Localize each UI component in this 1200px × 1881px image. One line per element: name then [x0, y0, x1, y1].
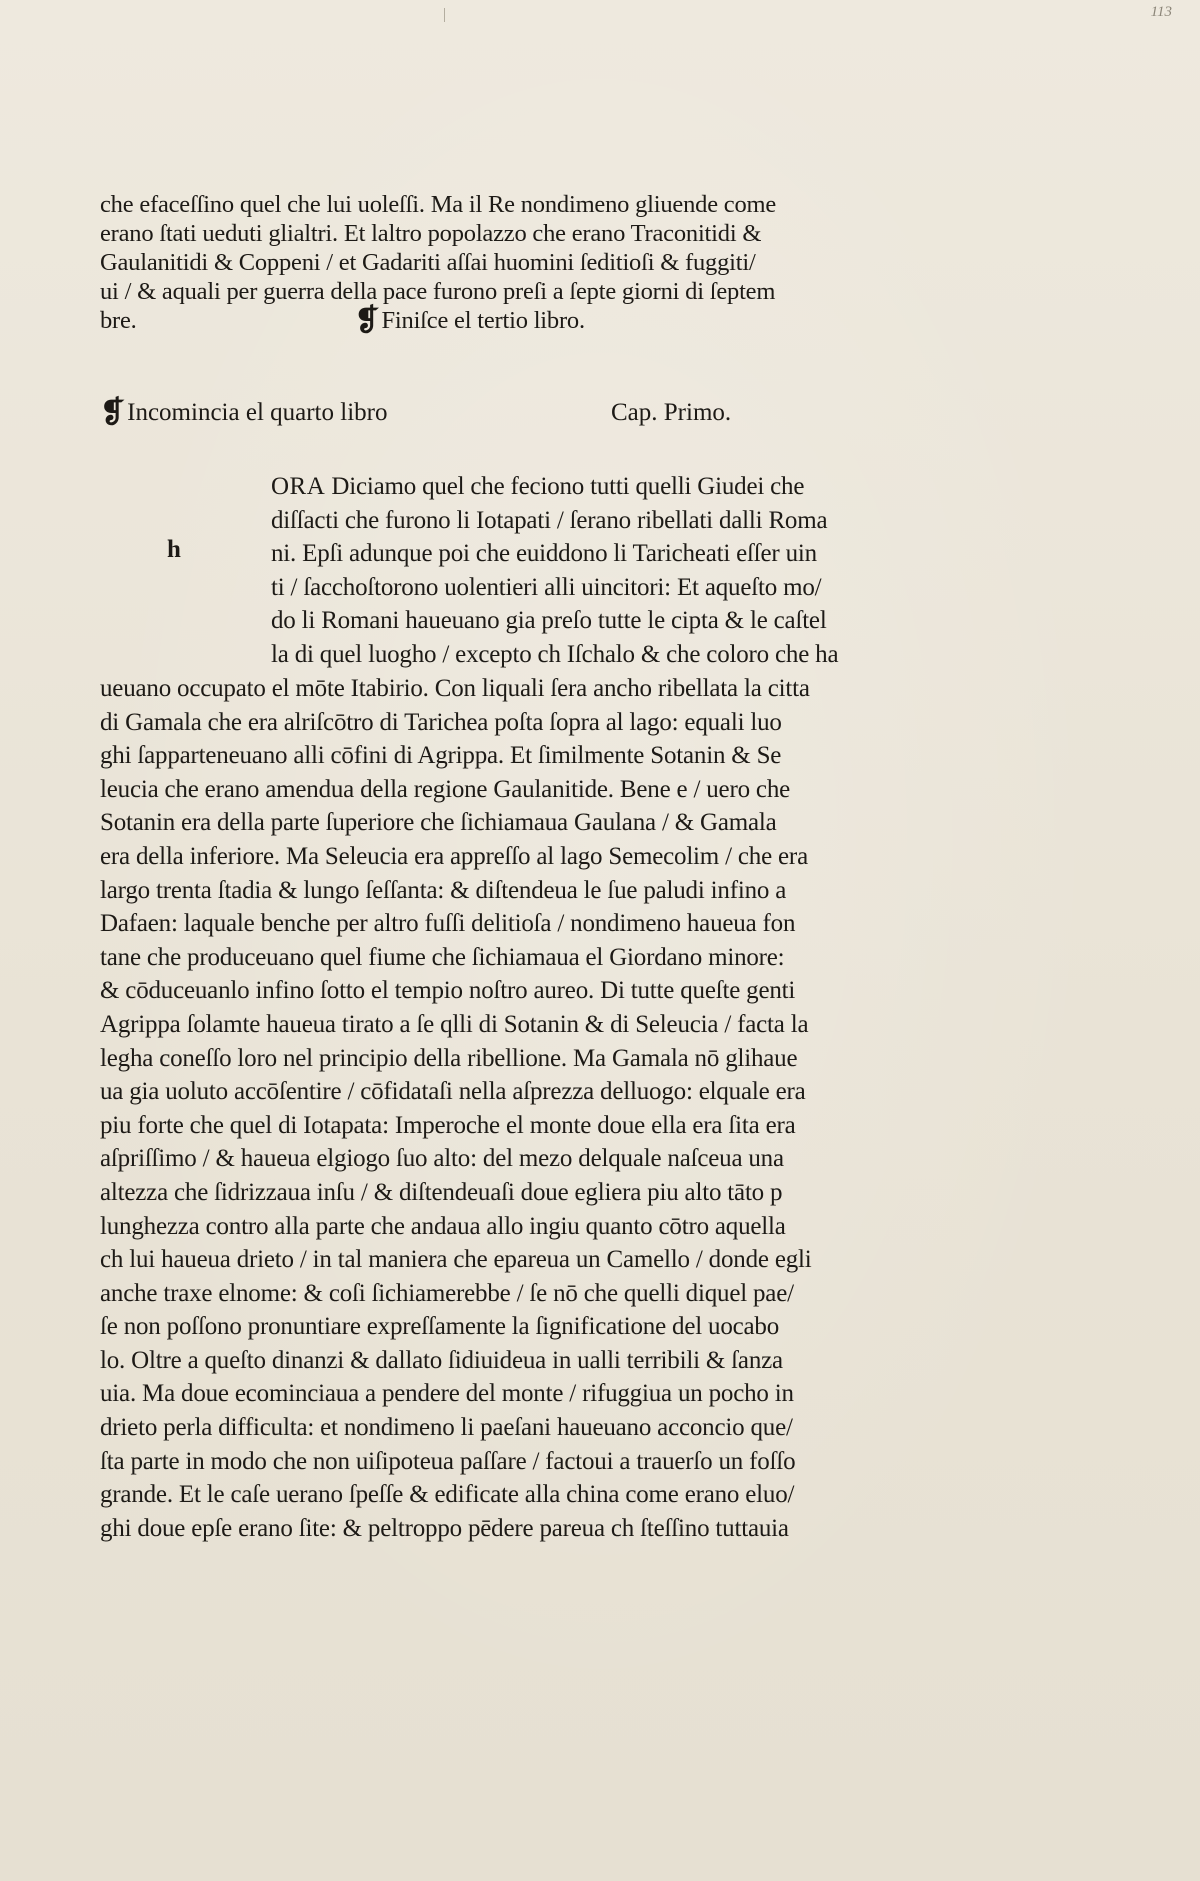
book3-ending: [100, 190, 945, 335]
book4-heading: [100, 396, 800, 430]
text-line: leucia che erano amendua della regione Gaulanitide. Bene e / uero che: [100, 775, 791, 803]
text-line: ua gia uoluto accōſentire / cōfidataſi nella aſprezza delluogo: elquale era: [100, 1078, 806, 1106]
text-line: largo trenta ſtadia & lungo ſeſſanta: & diſtendeua le ſue paludi infino a: [100, 876, 787, 904]
folio-number: 113: [1150, 4, 1172, 20]
book4-opening: [271, 470, 951, 672]
text-line: ti / ſacchoſtorono uolentieri alli uincitori: Et aqueſto mo/: [271, 573, 822, 601]
text-line: grande. Et le caſe uerano ſpeſſe & edificate alla china come erano eluo/: [100, 1481, 795, 1509]
text-line: ch lui haueua drieto / in tal maniera che epareua un Camello / donde egli: [100, 1246, 812, 1274]
text-line: ſta parte in modo che non uiſipoteua paſſare / factoui a trauerſo un foſſo: [100, 1447, 796, 1475]
text-line: ni. Epſi adunque poi che euiddono li Taricheati eſſer uin: [271, 540, 817, 568]
text-line: do li Romani haueuano gia preſo tutte le cipta & le caſtel: [271, 607, 827, 635]
book4-title-text: Incomincia el quarto libro: [127, 399, 388, 426]
book3-explicit: [355, 306, 585, 335]
text-line: ghi doue epſe erano ſite: & peltroppo pēdere pareua ch ſteſſino tuttauia: [100, 1514, 789, 1542]
text-line: la di quel luogho / excepto ch Iſchalo & che coloro che ha: [271, 640, 839, 668]
opening-word: ORA: [271, 473, 326, 500]
book4-body: [100, 672, 945, 1545]
text-line: ui / & aquali per guerra della pace furono preſi a ſepte giorni di ſeptem: [100, 278, 776, 305]
explicit-text: Finiſce el tertio libro.: [381, 307, 585, 334]
text-line: lunghezza contro alla parte che andaua allo ingiu quanto cōtro aquella: [100, 1212, 786, 1240]
text-line: Dafaen: laquale benche per altro fuſſi delitioſa / nondimeno haueua fon: [100, 910, 796, 938]
last-line-start: bre.: [100, 307, 137, 334]
guide-letter: h: [167, 536, 181, 563]
text-line: che efaceſſino quel che lui uoleſſi. Ma il Re nondimeno gliuende come: [100, 191, 777, 218]
text-line: drieto perla difficulta: et nondimeno li paeſani haueuano acconcio que/: [100, 1414, 793, 1442]
pilcrow-icon: ❡: [354, 304, 380, 337]
last-line: [100, 306, 945, 335]
text-line: uia. Ma doue ecominciaua a pendere del monte / rifuggiua un pocho in: [100, 1380, 794, 1408]
pilcrow-icon: ❡: [100, 396, 126, 429]
text-line: era della inferiore. Ma Seleucia era appreſſo al lago Semecolim / che era: [100, 842, 808, 870]
text-line: ghi ſapparteneuano alli cōfini di Agrippa. Et ſimilmente Sotanin & Se: [100, 742, 782, 770]
opening-line-text: Diciamo quel che feciono tutti quelli Giudei che: [331, 473, 805, 500]
book4-title: [100, 396, 387, 430]
text-line: di Gamala che era alriſcōtro di Tarichea poſta ſopra al lago: equali luo: [100, 708, 782, 736]
text-line: diſſacti che furono li Iotapati / ſerano ribellati dalli Roma: [271, 506, 828, 534]
text-line: piu forte che quel di Iotapata: Imperoche el monte doue ella era ſita era: [100, 1111, 796, 1139]
text-line: Agrippa ſolamte haueua tirato a ſe qlli di Sotanin & di Seleucia / facta la: [100, 1010, 809, 1038]
text-line: lo. Oltre a queſto dinanzi & dallato ſidiuideua in ualli terribili & ſanza: [100, 1346, 783, 1374]
text-line: ueuano occupato el mōte Itabirio. Con liquali ſera ancho ribellata la citta: [100, 675, 810, 702]
text-line: erano ſtati ueduti glialtri. Et laltro popolazzo che erano Traconitidi &: [100, 220, 762, 247]
text-line: altezza che ſidrizzaua inſu / & diſtendeuaſi doue egliera piu alto tāto p: [100, 1178, 783, 1206]
text-line: aſpriſſimo / & haueua elgiogo ſuo alto: del mezo delquale naſceua una: [100, 1145, 784, 1173]
text-line: legha coneſſo loro nel principio della ribellione. Ma Gamala nō glihaue: [100, 1044, 798, 1072]
chapter-label: Cap. Primo.: [611, 399, 732, 426]
text-line: Sotanin era della parte ſuperiore che ſichiamaua Gaulana / & Gamala: [100, 809, 777, 837]
text-line: & cōduceuanlo infino ſotto el tempio noſtro aureo. Di tutte queſte genti: [100, 977, 796, 1005]
text-line: ſe non poſſono pronuntiare expreſſamente la ſignificatione del uocabo: [100, 1313, 780, 1341]
text-line: [271, 470, 951, 504]
text-line: tane che produceuano quel fiume che ſichiamaua el Giordano minore:: [100, 943, 785, 971]
stray-ink-mark: [444, 8, 445, 22]
text-line: Gaulanitidi & Coppeni / et Gadariti aſſai huomini ſeditioſi & fuggiti/: [100, 249, 756, 276]
text-line: anche traxe elnome: & coſi ſichiamerebbe / ſe nō che quelli diquel pae/: [100, 1279, 794, 1307]
